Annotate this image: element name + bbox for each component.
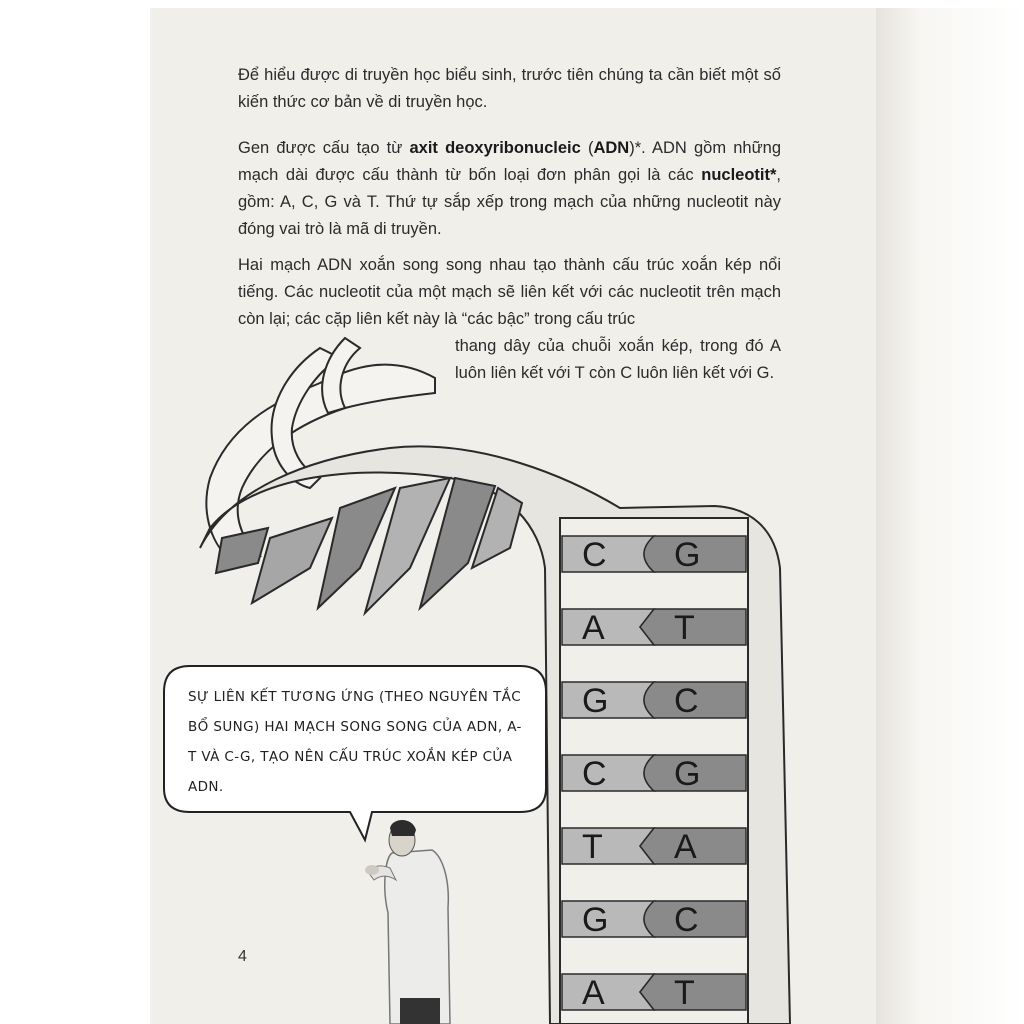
base-pair-ladder bbox=[560, 518, 748, 1024]
base-left-label: G bbox=[582, 901, 609, 939]
base-right-label: C bbox=[674, 682, 699, 720]
page-number: 4 bbox=[238, 948, 247, 965]
paragraph-gene-pre: Gen được cấu tạo từ bbox=[238, 139, 410, 157]
helix-rungs-diagonal bbox=[216, 478, 522, 613]
base-right-label: G bbox=[674, 755, 701, 793]
base-left-label: C bbox=[582, 536, 607, 574]
base-pair-rung bbox=[562, 609, 746, 647]
base-left-label: A bbox=[582, 609, 605, 647]
paragraph-gene-mid1: ( bbox=[580, 139, 594, 157]
paragraph-helix-continued: thang dây của chuỗi xoắn kép, trong đó A luôn liên kết với T còn C luôn liên kết với G. bbox=[455, 337, 781, 382]
base-left-label: A bbox=[582, 974, 605, 1012]
dna-helix-illustration bbox=[150, 8, 876, 1024]
base-pair-rung bbox=[562, 828, 746, 866]
base-right-label: T bbox=[674, 609, 695, 647]
paragraph-helix: Hai mạch ADN xoắn song song nhau tạo thành cấu trúc xoắn kép nổi tiếng. Các nucleotit của một mạch sẽ liên kết với các nucleotit trên mạch còn lại; các cặp liên kết này là “các bậc” trong cấu trúc bbox=[238, 256, 781, 328]
base-right-label: A bbox=[674, 828, 697, 866]
base-pair-rung bbox=[562, 536, 746, 574]
base-pair-rung bbox=[562, 755, 746, 793]
term-adn: ADN bbox=[593, 139, 630, 157]
paragraph-gene-mid2: )*. ADN gồm những mạch dài được cấu thành từ bốn loại đơn phân gọi là các bbox=[238, 139, 781, 184]
base-right-label: G bbox=[674, 536, 701, 574]
paragraph-intro: Để hiểu được di truyền học biểu sinh, trước tiên chúng ta cần biết một số kiến thức cơ bản về di truyền học. bbox=[238, 66, 781, 111]
base-left-label: C bbox=[582, 755, 607, 793]
base-left-label: T bbox=[582, 828, 603, 866]
term-nucleotit: nucleotit* bbox=[701, 166, 777, 184]
base-pair-rung bbox=[562, 682, 746, 720]
base-pair-rung bbox=[562, 901, 746, 939]
base-right-label: C bbox=[674, 901, 699, 939]
base-left-label: G bbox=[582, 682, 609, 720]
base-left-block bbox=[562, 536, 654, 572]
book-page bbox=[150, 8, 876, 1024]
adjacent-page-edge bbox=[876, 8, 1024, 1024]
scientist-figure bbox=[365, 820, 450, 1024]
term-dna-full: axit deoxyribonucleic bbox=[409, 139, 581, 157]
paragraph-gene-post: , gồm: A, C, G và T. Thứ tự sắp xếp trong mạch của những nucleotit này đóng vai trò là mã di truyền. bbox=[238, 166, 781, 238]
base-pair-rung bbox=[562, 974, 746, 1012]
base-left-block bbox=[562, 755, 654, 791]
speech-bubble-text: SỰ LIÊN KẾT TƯƠNG ỨNG (THEO NGUYÊN TẮC BỔ SUNG) HAI MẠCH SONG SONG CỦA ADN, A-T VÀ C-G, TẠO NÊN CẤU TRÚC XOẮN KÉP CỦA ADN. bbox=[188, 689, 522, 795]
base-right-label: T bbox=[674, 974, 695, 1012]
